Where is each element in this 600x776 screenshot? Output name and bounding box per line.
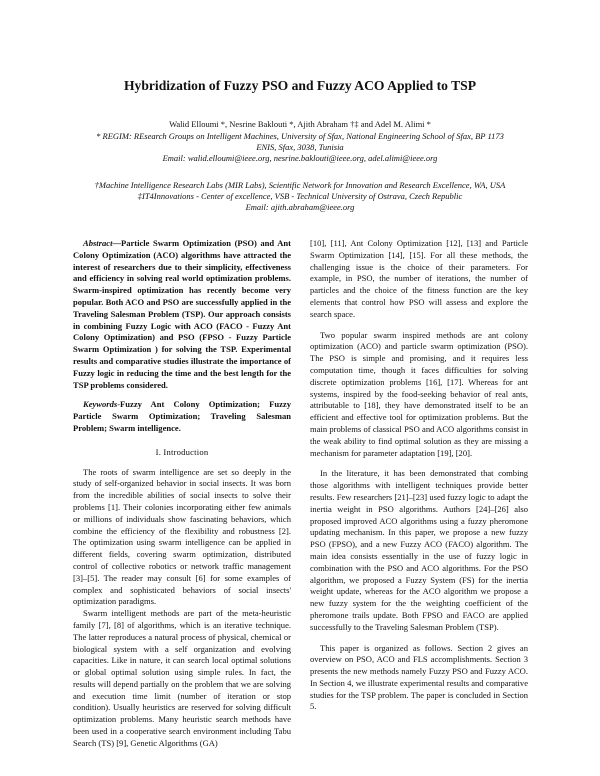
keywords bbox=[73, 399, 291, 434]
keywords-text: Fuzzy Ant Colony Optimization; Fuzzy Particle Swarm Optimization; Traveling Salesman Problem; Swarm intelligence. bbox=[73, 399, 291, 433]
affiliation-regim bbox=[0, 131, 600, 165]
intro-paragraph-4: Two popular swarm inspired methods are ant colony optimization (ACO) and particle swarm optimization (PSO). The PSO is simple and promising, and it requires less computation time, though it faces difficulties for solving discrete optimization problems [16], [17]. Whereas for ant systems, inspired by the food-seeking behavior of real ants, attributable to [18], they have demonstrated itself to be an efficient and effective tool for optimization problems. But the main problems of classical PSO and ACO algorithms consist in the weak ability to find optimal solution as they are missing a mechanism for parameter adaptation [19], [20]. bbox=[310, 329, 528, 458]
section-heading-introduction: I. Introduction bbox=[155, 446, 209, 457]
keywords-lead: Keywords- bbox=[83, 399, 121, 410]
affiliation-regim-line1: * REGIM: REsearch Groups on Intelligent Machines, University of Sfax, National Engineering School of Sfax, BP 1173 bbox=[96, 131, 504, 141]
abstract-lead: Abstract— bbox=[83, 238, 121, 248]
paper-title: Hybridization of Fuzzy PSO and Fuzzy ACO Applied to TSP bbox=[123, 78, 477, 93]
affiliation-mirlabs bbox=[0, 180, 600, 214]
left-column bbox=[73, 238, 291, 750]
intro-paragraph-6: This paper is organized as follows. Section 2 gives an overview on PSO, ACO and FLS accomplishments. Section 3 presents the new methods namely Fuzzy PSO and Fuzzy ACO. In Section 4, we illustrate experimental results and comparative studies for the TSP problem. The paper is concluded in Section 5. bbox=[310, 642, 528, 712]
affiliation-it4i-line: ‡IT4Innovations - Center of excellence, VSB - Technical University of Ostrava, Czech Republic bbox=[137, 191, 463, 202]
intro-paragraph-1: The roots of swarm intelligence are set so deeply in the study of self-organized behavior in social insects. It was born from the incredible abilities of social insects to solve their problems [1]. Their colonies incorporating either few animals or millions of individuals show fascinating behaviors, which combine the efficiency of the flexibility and robustness [2]. The optimization using swarm intelligence can be applied in different fields, covering swarm optimization, distributed control of collective robotics or network traffic management [3]–[5]. The reader may consult [6] for some examples of complex and sophisticated behaviors of social insects' optimization paradigms. bbox=[73, 466, 291, 607]
intro-paragraph-3: [10], [11], Ant Colony Optimization [12], [13] and Particle Swarm Optimization [14], [15]. For all these methods, the challenging issue is the choice of their parameters. For example, in PSO, the number of iterations, the number of particles and the choice of the fitness function are the key elements that control how PSO will assess and explore the search space. bbox=[310, 238, 528, 319]
abstract-text: Particle Swarm Optimization (PSO) and Ant Colony Optimization (ACO) algorithms have attracted the interest of researchers due to their simplicity, effectiveness and efficiency in solving real world optimization problems. Swarm-inspired optimization has recently become very popular. Both ACO and PSO are successfully applied in the Traveling Salesman Problem (TSP). Our approach consists in combining Fuzzy Logic with ACO (FACO - Fuzzy Ant Colony Optimization) and PSO (FPSO - Fuzzy Particle Swarm Optimization ) for solving the TSP. Experimental results and comparative studies illustrate the importance of Fuzzy logic in reducing the time and the best length for the TSP problems considered. bbox=[73, 238, 291, 390]
affiliation-regim-email: Email: walid.elloumi@ieee.org, nesrine.baklouti@ieee.org, adel.alimi@ieee.org bbox=[162, 153, 438, 164]
abstract bbox=[73, 238, 291, 391]
intro-paragraph-2: Swarm intelligent methods are part of the meta-heuristic family [7], [8] of algorithms, which is an iterative technique. The latter reproduces a natural process of physical, chemical or biological system with a self organization and evolving capacities. Like in nature, it can search local optimal solutions or global optimal solution using simple rules. In fact, the results will depend partially on the problem that we are solving and execution time limit (number of iteration or stop condition). Usually heuristics are reserved for solving difficult optimization problems. Many heuristic search methods have been used in a cooperative search environment including Tabu Search (TS) [9], Genetic Algorithms (GA) bbox=[73, 608, 291, 748]
authors-line: Walid Elloumi *, Nesrine Baklouti *, Ajith Abraham †‡ and Adel M. Alimi * bbox=[169, 119, 431, 129]
right-column bbox=[310, 238, 528, 713]
author-list bbox=[0, 119, 600, 130]
affiliation-mirlabs-line1: †Machine Intelligence Research Labs (MIR Labs), Scientific Network for Innovation and Research Excellence, WA, USA bbox=[94, 180, 506, 190]
intro-paragraph-5: In the literature, it has been demonstrated that combing those algorithms with intelligent techniques provide better results. Few researchers [21]–[23] used fuzzy logic to adapt the inertia weight in PSO algorithms. Authors [24]–[26] also proposed improved ACO algorithms using a fuzzy pheromone updating mechanism. In this paper, we propose a new fuzzy PSO (FPSO), and a new Fuzzy ACO (FACO) algorithm. The main idea consists essentially in the use of fuzzy logic in combination with the PSO and ACO algorithms. For the PSO algorithm, we proposed a Fuzzy System (FS) for the inertia weight update, whereas for the ACO algorithm we propose a new fuzzy system for the the weighting coefficient of the pheromone trails update. Both FPSO and FACO are applied successfully to the Traveling Salesman Problem (TSP). bbox=[310, 468, 528, 632]
affiliation-mirlabs-email: Email: ajith.abraham@ieee.org bbox=[245, 202, 355, 213]
affiliation-regim-line2: ENIS, Sfax, 3038, Tunisia bbox=[256, 142, 344, 153]
